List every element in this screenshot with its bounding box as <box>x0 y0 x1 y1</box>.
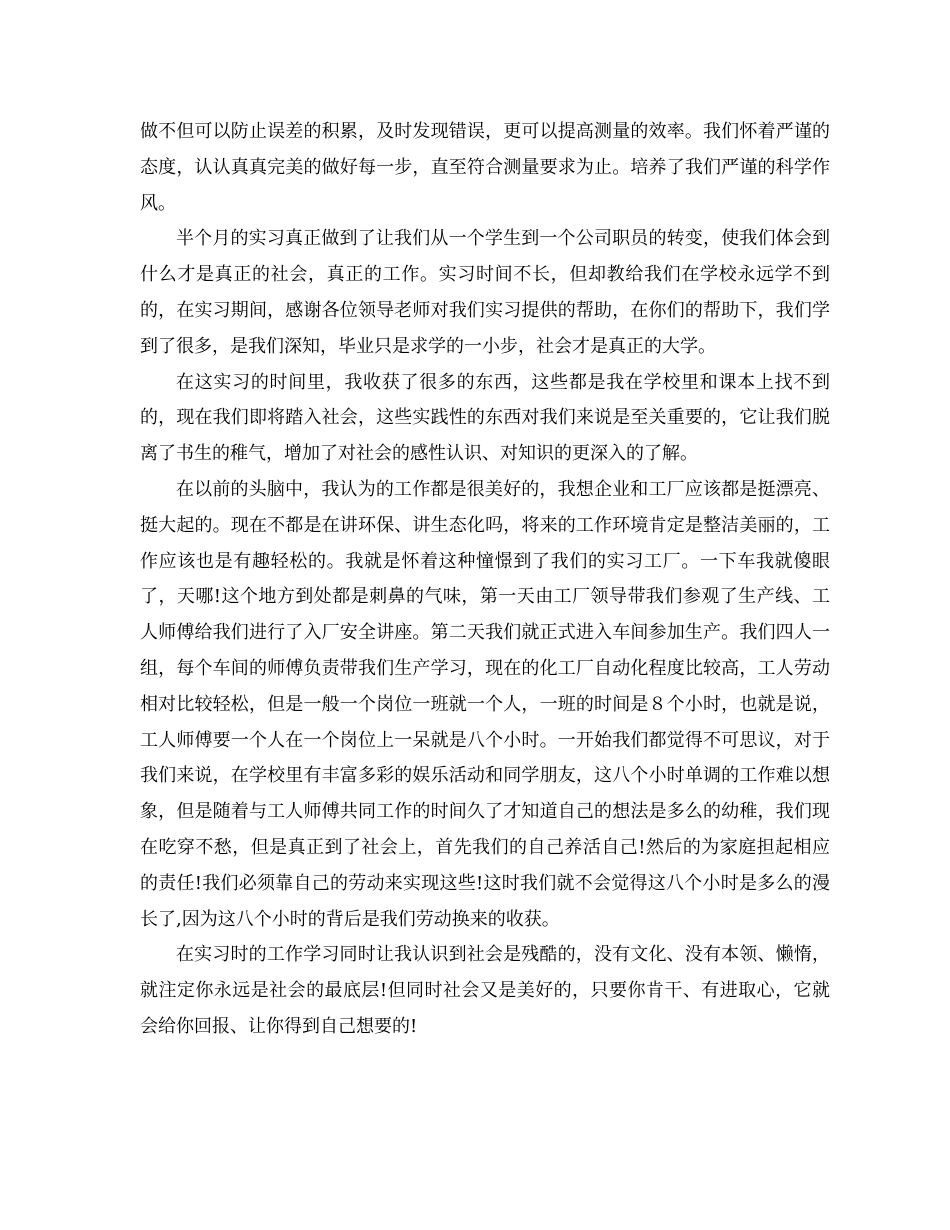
body-text <box>140 114 830 1045</box>
paragraph-4: 在以前的头脑中，我认为的工作都是很美好的，我想企业和工厂应该都是挺漂亮、挺大起的。现在不都是在讲环保、讲生态化吗，将来的工作环境肯定是整洁美丽的，工作应该也是有趣轻松的。我就是怀着这种憧憬到了我们的实习工厂。一下车我就傻眼了，天哪!这个地方到处都是刺鼻的气味，第一天由工厂领导带我们参观了生产线、工人师傅给我们进行了入厂安全讲座。第二天我们就正式进入车间参加生产。我们四人一组，每个车间的师傅负责带我们生产学习，现在的化工厂自动化程度比较高，工人劳动相对比较轻松，但是一般一个岗位一班就一个人，一班的时间是８个小时，也就是说，工人师傅要一个人在一个岗位上一呆就是八个小时。一开始我们都觉得不可思议，对于我们来说，在学校里有丰富多彩的娱乐活动和同学朋友，这八个小时单调的工作难以想象，但是随着与工人师傅共同工作的时间久了才知道自己的想法是多么的幼稚，我们现在吃穿不愁，但是真正到了社会上，首先我们的自己养活自己!然后的为家庭担起相应的责任!我们必须靠自己的劳动来实现这些!这时我们就不会觉得这八个小时是多么的漫长了,因为这八个小时的背后是我们劳动换来的收获。 <box>140 478 830 930</box>
paragraph-2: 半个月的实习真正做到了让我们从一个学生到一个公司职员的转变，使我们体会到什么才是真正的社会，真正的工作。实习时间不长，但却教给我们在学校永远学不到的，在实习期间，感谢各位领导老师对我们实习提供的帮助，在你们的帮助下，我们学到了很多，是我们深知，毕业只是求学的一小步，社会才是真正的大学。 <box>140 228 830 357</box>
paragraph-1: 做不但可以防止误差的积累，及时发现错误，更可以提高测量的效率。我们怀着严谨的态度，认认真真完美的做好每一步，直至符合测量要求为止。培养了我们严谨的科学作风。 <box>140 121 830 214</box>
paragraph-5: 在实习时的工作学习同时让我认识到社会是残酷的，没有文化、没有本领、懒惰，就注定你永远是社会的最底层!但同时社会又是美好的，只要你肯干、有进取心，它就会给你回报、让你得到自己想要的! <box>140 944 830 1037</box>
paragraph-3: 在这实习的时间里，我收获了很多的东西，这些都是我在学校里和课本上找不到的，现在我们即将踏入社会，这些实践性的东西对我们来说是至关重要的，它让我们脱离了书生的稚气，增加了对社会的感性认识、对知识的更深入的了解。 <box>140 371 830 465</box>
